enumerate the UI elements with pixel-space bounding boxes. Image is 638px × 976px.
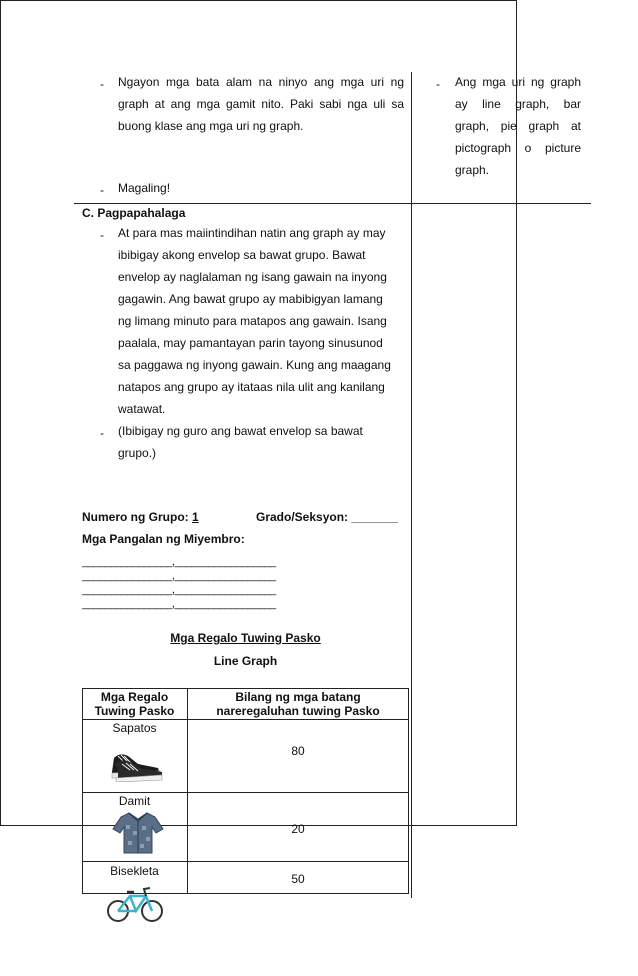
bullet-dash: - [100,183,104,197]
member-blank: ________________,__________________ [82,598,276,610]
section-c-paragraph [118,222,408,420]
member-blank: ________________,__________________ [82,584,276,596]
table-cell-count: 80 [291,744,305,758]
member-blank: ________________,__________________ [82,570,276,582]
top-left-paragraph [118,71,404,137]
text-line: ng limang minuto para matapos ang gawain. Isang [118,314,387,328]
group-label: Numero ng Grupo: [82,510,189,524]
table-cell-item: Damit [118,794,151,808]
grade-label: Grado/Seksyon: [256,510,349,524]
section-heading: C. Pagpapahalaga [82,206,186,220]
text-line: graph. [455,163,490,177]
table-row-line [82,719,409,720]
text-line: buong klase ang mga uri ng graph. [118,119,304,133]
bullet-dash: - [100,228,104,242]
text-line: paalala, may pamantayan parin tayong sinusunod [118,336,383,350]
members-label: Mga Pangalan ng Miyembro: [82,532,245,546]
column-divider [411,72,412,898]
group-value: 1 [192,510,199,524]
praise-text: Magaling! [118,181,171,195]
text-line: (Ibibigay ng guro ang bawat envelop sa bawat [118,424,363,438]
text-line: sa paggawa ng inyong gawain. Kung ang maagang [118,358,391,372]
bullet-dash: - [100,426,104,440]
table-cell-count: 20 [291,822,305,836]
text-line: Ngayon mga bata alam na ninyo ang mga uri ng [118,75,404,89]
table-cell-item: Sapatos [112,721,157,735]
text-line: watawat. [118,402,166,416]
text-line: natapos ang grupo ay itataas nila ulit ang kanilang [118,380,385,394]
text-line: Ang mga uri ng graph [455,75,581,89]
grade-blank: _______ [351,510,399,524]
text-line: At para mas maiintindihan natin ang graph ay may [118,226,386,240]
table-row-line [82,792,409,793]
text-line: ay line graph, bar [455,97,581,111]
text-line: pictograph o picture [455,141,581,155]
table-cell-count: 50 [291,872,305,886]
bullet-dash: - [436,77,440,91]
text-line: graph at ang mga gamit nito. Paki sabi nga uli sa [118,97,404,111]
sneakers-icon [108,742,164,787]
bicycle-icon [106,884,164,929]
worksheet-title: Mga Regalo Tuwing Pasko [170,631,321,645]
shirt-icon [111,811,165,860]
table-header-count: Bilang ng mga batang nareregaluhan tuwing Pasko [216,690,380,718]
bullet-dash: - [100,77,104,91]
text-line: graph, pie graph at [455,119,581,133]
text-line: gagawin. Ang bawat grupo ay mabibigyan lamang [118,292,383,306]
worksheet-subtitle: Line Graph [213,654,278,668]
top-right-answer [455,71,581,181]
table-header-gift: Mga Regalo Tuwing Pasko [94,690,175,718]
teacher-note [118,420,408,464]
text-line: ibibigay akong envelop sa bawat grupo. Bawat [118,248,366,262]
text-line: grupo.) [118,446,157,460]
text-line: envelop ay naglalaman ng isang gawain na inyong [118,270,387,284]
member-blank: ________________,__________________ [82,556,276,568]
grade-section [256,510,398,524]
table-cell-item: Bisekleta [110,864,159,878]
group-number [82,510,199,524]
table-row-line [82,861,409,862]
